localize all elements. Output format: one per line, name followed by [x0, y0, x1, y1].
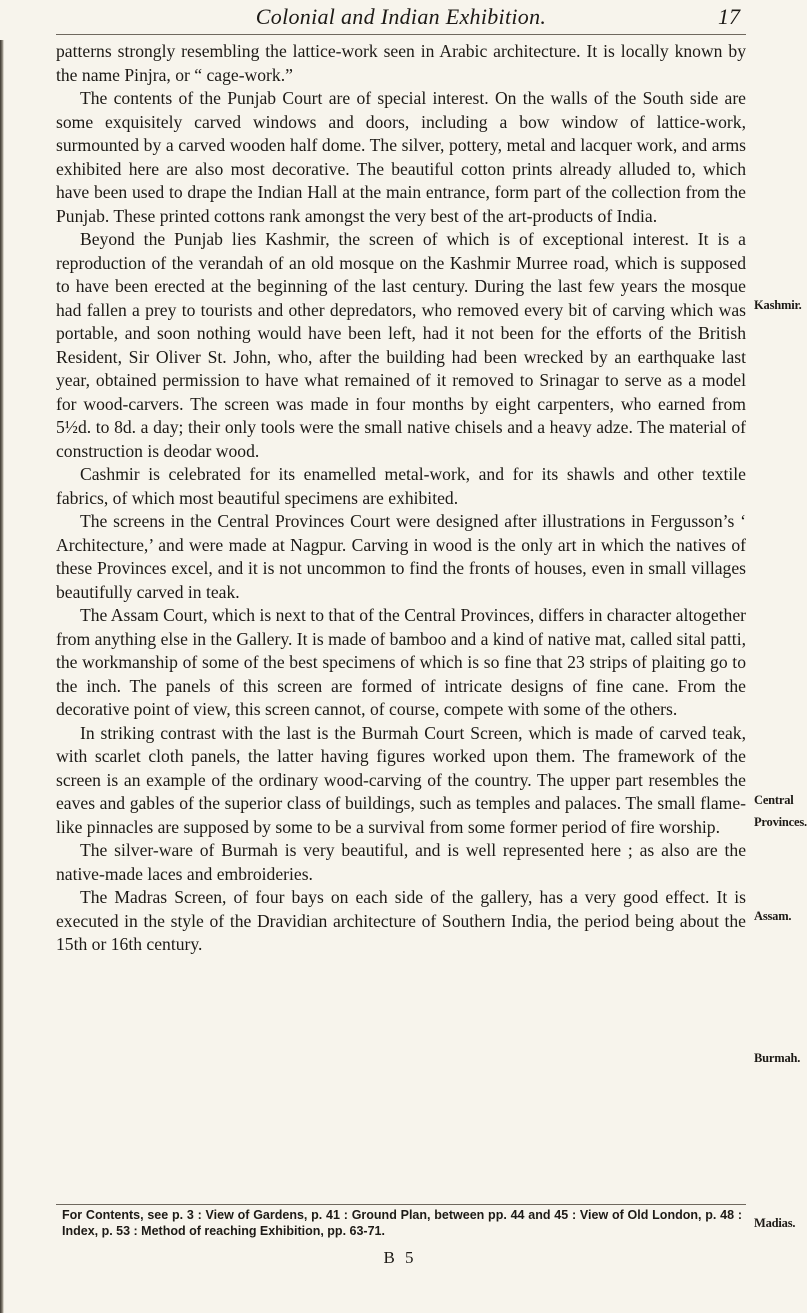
paragraph-pinjra: patterns strongly resembling the lattice-work seen in Arabic architecture. It is locally known by the name Pinjra, or “ cage-work.”	[56, 41, 746, 85]
paragraph-burmah-silver: The silver-ware of Burmah is very beautiful, and is well represented here ; as also are the native-made laces and embroideries.	[56, 840, 746, 884]
page-number: 17	[718, 4, 740, 29]
margin-note-madras: Madias.	[754, 1216, 796, 1230]
signature-mark: B 5	[383, 1248, 417, 1267]
paragraph-madras: The Madras Screen, of four bays on each side of the gallery, has a very good effect. It is executed in the style of the Dravidian architecture of Southern India, the period being about the 15th or 16th century.	[56, 887, 746, 954]
paragraph-central-provinces: The screens in the Central Provinces Court were designed after illustrations in Fergusson’s ‘ Architecture,’ and were made at Nagpur. Carving in wood is the only art in which the natives of these Provinces excel, and it is not uncommon to find the fronts of houses, even in small villages beautifully carved in teak.	[56, 511, 746, 602]
footnote-rule	[56, 1204, 746, 1205]
paragraph-assam: The Assam Court, which is next to that of the Central Provinces, differs in character altogether from anything else in the Gallery. It is made of bamboo and a kind of native mat, called sital patti, the workmanship of some of the best specimens of which is so fine that 23 strips of plaiting go to the inch. The panels of this screen are formed of intricate designs of fine cane. From the decorative point of view, this screen cannot, of course, compete with some of the others.	[56, 605, 746, 719]
margin-note-assam: Assam.	[754, 909, 792, 923]
running-title: Colonial and Indian Exhibition.	[255, 4, 547, 29]
running-head	[56, 2, 746, 36]
paragraph-cashmir: Cashmir is celebrated for its enamelled metal-work, and for its shawls and other textile fabrics, of which most beautiful specimens are exhibited.	[56, 464, 746, 508]
paragraph-burmah: In striking contrast with the last is the Burmah Court Screen, which is made of carved teak, with scarlet cloth panels, the latter having figures worked upon them. The framework of the screen is an example of the ordinary wood-carving of the country. The upper part resembles the eaves and gables of the superior class of buildings, such as temples and palaces. The small flame-like pinnacles are supposed by some to be a survival from some former period of fire worship.	[56, 722, 746, 837]
margin-note-kashmir: Kashmir.	[754, 298, 802, 312]
header-rule	[56, 34, 746, 35]
paragraph-kashmir: Beyond the Punjab lies Kashmir, the screen of which is of exceptional interest. It is a reproduction of the verandah of an old mosque on the Kashmir Murree road, which is supposed to have been erected at the beginning of the last century. During the last few years the mosque had fallen a prey to tourists and other depredators, who removed every bit of carving which was portable, and soon nothing would have been left, had it not been for the efforts of the British Resident, Sir Oliver St. John, who, after the building had been wrecked by an earthquake last year, obtained permission to have what remained of it removed to Srinagar to serve as a model for wood-carvers. The screen was made in four months by eight carpenters, who earned from 5½d. to 8d. a day; their only tools were the small native chisels and a heavy adze. The material of construction is deodar wood.	[56, 229, 746, 461]
binding-edge	[0, 40, 4, 1313]
margin-note-central: Central	[754, 793, 794, 807]
paragraph-punjab: The contents of the Punjab Court are of special interest. On the walls of the South side are some exquisitely carved windows and doors, including a bow window of lattice-work, surmounted by a carved wooden half dome. The silver, pottery, metal and lacquer work, and arms exhibited here are also most decorative. The beautiful cotton prints already alluded to, which have been used to drape the Indian Hall at the main entrance, form part of the collection from the Punjab. These printed cottons rank amongst the very best of the art-products of India.	[56, 88, 746, 226]
footnote: For Contents, see p. 3 : View of Gardens, p. 41 : Ground Plan, between pp. 44 and 45 : View of Old London, p. 48 : Index, p. 53 : Method of reaching Exhibition, pp. 63-71.	[62, 1208, 742, 1238]
margin-note-provinces: Provinces.	[754, 815, 807, 829]
body-text	[56, 40, 746, 957]
margin-note-burmah: Burmah.	[754, 1051, 801, 1065]
